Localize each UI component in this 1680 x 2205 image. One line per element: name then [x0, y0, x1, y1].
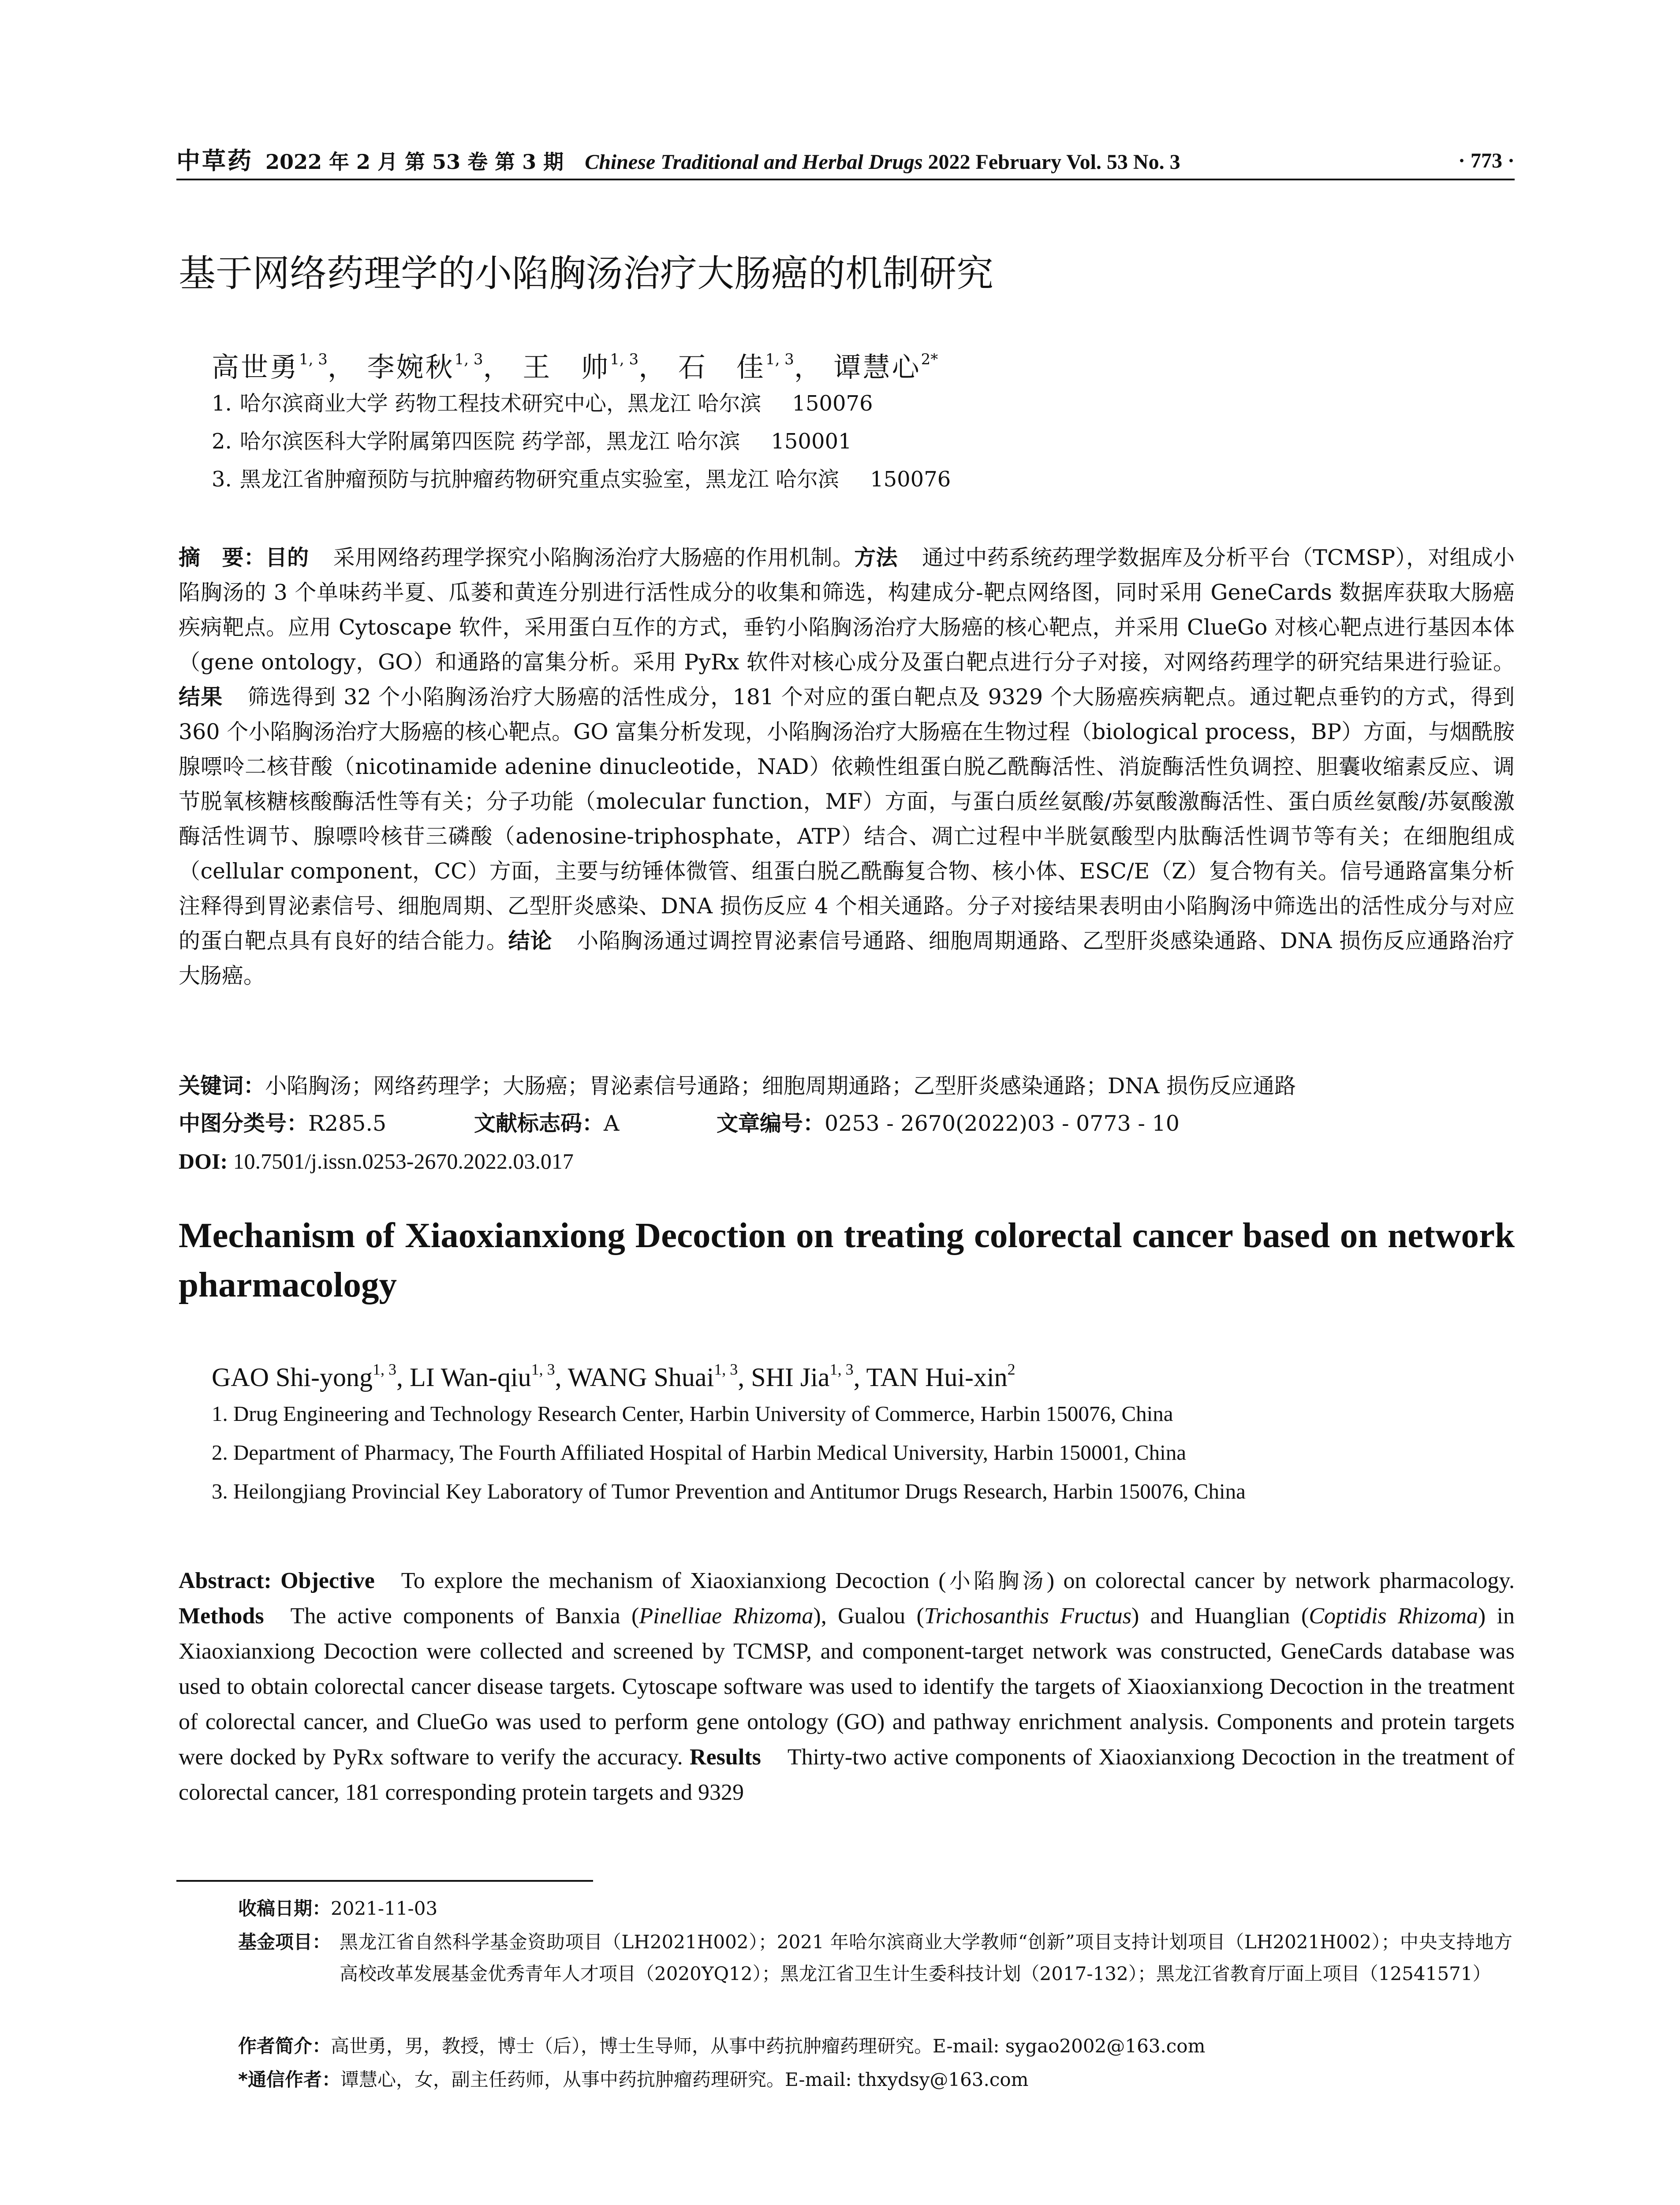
- objective-text-en: To explore the mechanism of Xiaoxianxiong Decoction (小陷胸汤) on colorectal cancer by network pharmacology.: [401, 1568, 1515, 1593]
- results-label-en: Results: [690, 1745, 761, 1770]
- footnote-fund: 基金项目： 黑龙江省自然科学基金资助项目（LH2021H002）；2021 年哈尔滨商业大学教师“创新”项目支持计划项目（LH2021H002）；中央支持地方高校改革发展基金优秀青年人才项目（2020YQ12）；黑龙江省卫生计生委科技计划（2017-132）；黑龙江省教育厅面上项目（12541571）: [238, 1931, 1512, 1984]
- footnote-received: 收稿日期：2021-11-03: [238, 1898, 438, 1919]
- author-cn: 石 佳$^{1, 3}$，: [678, 351, 823, 383]
- author-cn: 谭慧心$^{2*}$: [833, 351, 938, 383]
- conclusion-label-cn: 结论: [508, 928, 553, 953]
- keywords-text-cn: 小陷胸汤；网络药理学；大肠癌；胃泌素信号通路；细胞周期通路；乙型肝炎感染通路；DNA 损伤反应通路: [265, 1073, 1296, 1099]
- objective-label-cn: 目的: [265, 545, 309, 570]
- authors-en: [212, 1349, 1015, 1397]
- doi-label: DOI:: [179, 1149, 228, 1174]
- results-text-cn: 筛选得到 32 个小陷胸汤治疗大肠癌的活性成分，181 个对应的蛋白靶点及 9329 个大肠癌疾病靶点。通过靶点垂钓的方式，得到 360 个小陷胸汤治疗大肠癌的核心靶点。GO 富集分析发现，小陷胸汤治疗大肠癌在生物过程（biological process，BP）方面，与烟酰胺腺嘌呤二核苷酸（nicotinamide adenine dinucleotide，NAD）依赖性组蛋白脱乙酰酶活性、消旋酶活性负调控、胆囊收缩素反应、调节脱氧核糖核酸酶活性等有关；分子功能（molecular function，MF）方面，与蛋白质丝氨酸/苏氨酸激酶活性、蛋白质丝氨酸/苏氨酸激酶活性调节、腺嘌呤核苷三磷酸（adenosine-triphosphate，ATP）结合、凋亡过程中半胱氨酸型内肽酶活性调节等有关；在细胞组成（cellular component，CC）方面，主要与纺锤体微管、组蛋白脱乙酰酶复合物、核小体、ESC/E（Z）复合物有关。信号通路富集分析注释得到胃泌素信号、细胞周期、乙型肝炎感染、DNA 损伤反应 4 个相关通路。分子对接结果表明由小陷胸汤中筛选出的活性成分与对应的蛋白靶点具有良好的结合能力。: [179, 684, 1515, 953]
- results-text-en: Thirty-two active components of Xiaoxianxiong Decoction in the treatment of colorectal cancer, 181 corresponding protein targets and 9329: [179, 1745, 1515, 1805]
- doc-code-value: A: [604, 1111, 620, 1136]
- running-header: [176, 143, 1515, 179]
- footnote-corresponding: *通信作者：谭慧心，女，副主任药师，从事中药抗肿瘤药理研究。E-mail: thxydsy@163.com: [238, 2069, 1029, 2090]
- footnote-rule: [176, 1880, 593, 1882]
- author-cn: 高世勇$^{1, 3}$，: [212, 351, 357, 383]
- journal-name-en: Chinese Traditional and Herbal Drugs: [585, 150, 923, 174]
- affiliation-en: 1. Drug Engineering and Technology Research Center, Harbin University of Commerce, Harbin 150076, China: [212, 1401, 1173, 1426]
- author-en: LI Wan-qiu$^{1, 3}$,: [410, 1360, 568, 1392]
- doi-value[interactable]: 10.7501/j.issn.0253-2670.2022.03.017: [233, 1149, 574, 1174]
- objective-text-cn: 采用网络药理学探究小陷胸汤治疗大肠癌的作用机制。: [333, 545, 855, 570]
- affiliation-en: 3. Heilongjiang Provincial Key Laboratory of Tumor Prevention and Antitumor Drugs Research, Harbin 150076, China: [212, 1479, 1246, 1503]
- article-id-label: 文章编号：: [717, 1111, 825, 1136]
- author-en: TAN Hui-xin$^2$: [866, 1360, 1015, 1392]
- page-number: · 773 ·: [1458, 149, 1515, 172]
- methods-label-cn: 方法: [854, 545, 898, 570]
- methods-text-en: The active components of Banxia (Pinelliae Rhizoma), Gualou (Trichosanthis Fructus) and Huanglian (Coptidis Rhizoma) in Xiaoxianxiong Decoction were collected and screened by TCMSP, and component-target network was constructed, GeneCards database was used to obtain colorectal cancer disease targets. Cytoscape software was used to identify the targets of Xiaoxianxiong Decoction in the treatment of colorectal cancer, and ClueGo was used to perform gene ontology (GO) and pathway enrichment analysis. Components and protein targets were docked by PyRx software to verify the accuracy.: [179, 1603, 1515, 1770]
- issue-info-en: 2022 February Vol. 53 No. 3: [928, 150, 1180, 174]
- objective-label-en: Objective: [280, 1568, 375, 1593]
- title-en: Mechanism of Xiaoxianxiong Decoction on treating colorectal cancer based on network pharmacology: [179, 1215, 1515, 1304]
- clc-value: R285.5: [308, 1111, 387, 1136]
- issue-info-cn: 2022 年 2 月 第 53 卷 第 3 期: [265, 150, 564, 174]
- author-cn: 李婉秋$^{1, 3}$，: [367, 351, 512, 383]
- affiliation-cn: 3. 黑龙江省肿瘤预防与抗肿瘤药物研究重点实验室，黑龙江 哈尔滨 150076: [212, 467, 951, 492]
- affiliation-en: 2. Department of Pharmacy, The Fourth Affiliated Hospital of Harbin Medical University, Harbin 150001, China: [212, 1440, 1186, 1465]
- affiliation-cn: 1. 哈尔滨商业大学 药物工程技术研究中心，黑龙江 哈尔滨 150076: [212, 391, 873, 416]
- doi-line: [179, 1144, 574, 1178]
- title-cn: 基于网络药理学的小陷胸汤治疗大肠癌的机制研究: [179, 252, 994, 295]
- authors-cn: [212, 340, 938, 387]
- author-en: GAO Shi-yong$^{1, 3}$,: [212, 1360, 410, 1392]
- affiliation-cn: 2. 哈尔滨医科大学附属第四医院 药学部，黑龙江 哈尔滨 150001: [212, 429, 852, 454]
- abstract-en: [179, 1563, 1515, 1810]
- keywords-label-cn: 关键词：: [179, 1073, 265, 1099]
- abstract-label-cn: 摘 要：: [179, 545, 265, 570]
- author-en: SHI Jia$^{1, 3}$,: [751, 1360, 866, 1392]
- methods-text-cn: 通过中药系统药理学数据库及分析平台（TCMSP），对组成小陷胸汤的 3 个单味药半夏、瓜蒌和黄连分别进行活性成分的收集和筛选，构建成分-靶点网络图，同时采用 GeneCards 数据库获取大肠癌疾病靶点。应用 Cytoscape 软件，采用蛋白互作的方式，垂钓小陷胸汤治疗大肠癌的核心靶点，并采用 ClueGo 对核心靶点进行基因本体（gene ontology，GO）和通路的富集分析。采用 PyRx 软件对核心成分及蛋白靶点进行分子对接，对网络药理学的研究结果进行验证。: [179, 545, 1515, 675]
- journal-name-cn: 中草药: [176, 148, 253, 174]
- author-en: WANG Shuai$^{1, 3}$,: [567, 1360, 751, 1392]
- abstract-cn: [179, 540, 1515, 993]
- clc-label: 中图分类号：: [179, 1111, 309, 1136]
- classification-line: [179, 1107, 1180, 1140]
- methods-label-en: Methods: [179, 1603, 264, 1629]
- footnote-author-bio: 作者简介：高世勇，男，教授，博士（后），博士生导师，从事中药抗肿瘤药理研究。E-mail: sygao2002@163.com: [238, 2035, 1206, 2057]
- abstract-label-en: Abstract:: [179, 1568, 272, 1593]
- keywords-cn: [179, 1069, 1296, 1103]
- author-cn: 王 帅$^{1, 3}$，: [523, 351, 668, 383]
- results-label-cn: 结果: [179, 684, 223, 710]
- header-rule: [176, 179, 1515, 180]
- doc-code-label: 文献标志码：: [474, 1111, 604, 1136]
- article-id-value: 0253 - 2670(2022)03 - 0773 - 10: [825, 1111, 1180, 1136]
- conclusion-text-cn: 小陷胸汤通过调控胃泌素信号通路、细胞周期通路、乙型肝炎感染通路、DNA 损伤反应通路治疗大肠癌。: [179, 928, 1515, 988]
